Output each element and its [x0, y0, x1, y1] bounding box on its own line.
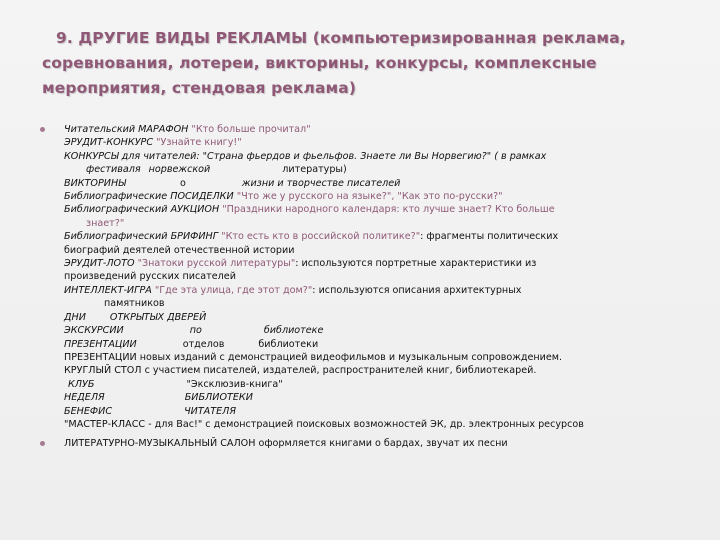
- line-quizzes: ВИКТОРИНЫ о жизни и творчестве писателей: [64, 177, 401, 189]
- line-week: НЕДЕЛЯ БИБЛИОТЕКИ: [64, 392, 253, 404]
- line-auction: Библиографический АУКЦИОН "Праздники народного календаря: кто лучше знает? Кто больше: [64, 204, 555, 216]
- line-briefing: Библиографический БРИФИНГ "Кто есть кто в российской политике?": фрагменты политических: [64, 231, 559, 243]
- bullet-item-events: [40, 123, 700, 431]
- line-lotto: ЭРУДИТ-ЛОТО "Знатоки русской литературы": используются портретные характеристики из: [64, 258, 537, 270]
- line-intellect-game: ИНТЕЛЛЕКТ-ИГРА "Где эта улица, где этот дом?": используются описания архитектурных: [64, 284, 522, 296]
- line-presentations-new: ПРЕЗЕНТАЦИИ новых изданий с демонстрацией видеофильмов и музыкальным сопровождением.: [64, 351, 563, 363]
- line-gatherings: Библиографические ПОСИДЕЛКИ "Что же у русского на языке?", "Как это по-русски?": [64, 191, 503, 203]
- line-marathon: Читательский МАРАФОН "Кто больше прочитал": [64, 124, 311, 135]
- slide-content: [40, 123, 700, 451]
- title-line-2: соревнования, лотереи, викторины, конкурсы, комплексные: [42, 54, 597, 72]
- line-round-table: КРУГЛЫЙ СТОЛ с участием писателей, издателей, распространителей книг, библиотекарей.: [64, 365, 537, 377]
- line-contests: КОНКУРСЫ для читателей: "Страна фьердов и фьельфов. Знаете ли Вы Норвегию?" ( в рамках: [64, 150, 547, 162]
- slide-title: [42, 26, 702, 101]
- line-master-class: "МАСТЕР-КЛАСС - для Вас!" с демонстрацией поисковых возможностей ЭК, др. электронных ресурсов: [64, 418, 584, 430]
- title-line-3: мероприятия, стендовая реклама): [42, 79, 357, 97]
- line-intellect-cont: памятников: [104, 298, 165, 310]
- line-open-days: ДНИ ОТКРЫТЫХ ДВЕРЕЙ: [64, 311, 207, 323]
- line-excursions: ЭКСКУРСИИ по библиотеке: [64, 325, 324, 337]
- bullet-item-salon: [40, 437, 700, 450]
- bullet-icon: [40, 441, 45, 446]
- line-erudite-contest: ЭРУДИТ-КОНКУРС "Узнайте книгу!": [64, 137, 242, 149]
- line-auction-cont: знает?": [86, 217, 125, 229]
- line-lotto-cont: произведений русских писателей: [64, 271, 236, 283]
- line-presentations-departments: ПРЕЗЕНТАЦИИ отделов библиотеки: [64, 338, 319, 350]
- line-benefit: БЕНЕФИС ЧИТАТЕЛЯ: [64, 405, 237, 417]
- line-festival: фестиваля норвежской литературы): [86, 164, 347, 176]
- line-club: КЛУБ "Эксклюзив-книга": [68, 378, 283, 390]
- title-line-1: 9. ДРУГИЕ ВИДЫ РЕКЛАМЫ (компьютеризированная реклама,: [56, 29, 626, 47]
- bullet-icon: [40, 127, 45, 132]
- line-salon: ЛИТЕРАТУРНО-МУЗЫКАЛЬНЫЙ САЛОН оформляется книгами о бардах, звучат их песни: [64, 438, 508, 450]
- line-briefing-cont: биографий деятелей отечественной истории: [64, 244, 295, 256]
